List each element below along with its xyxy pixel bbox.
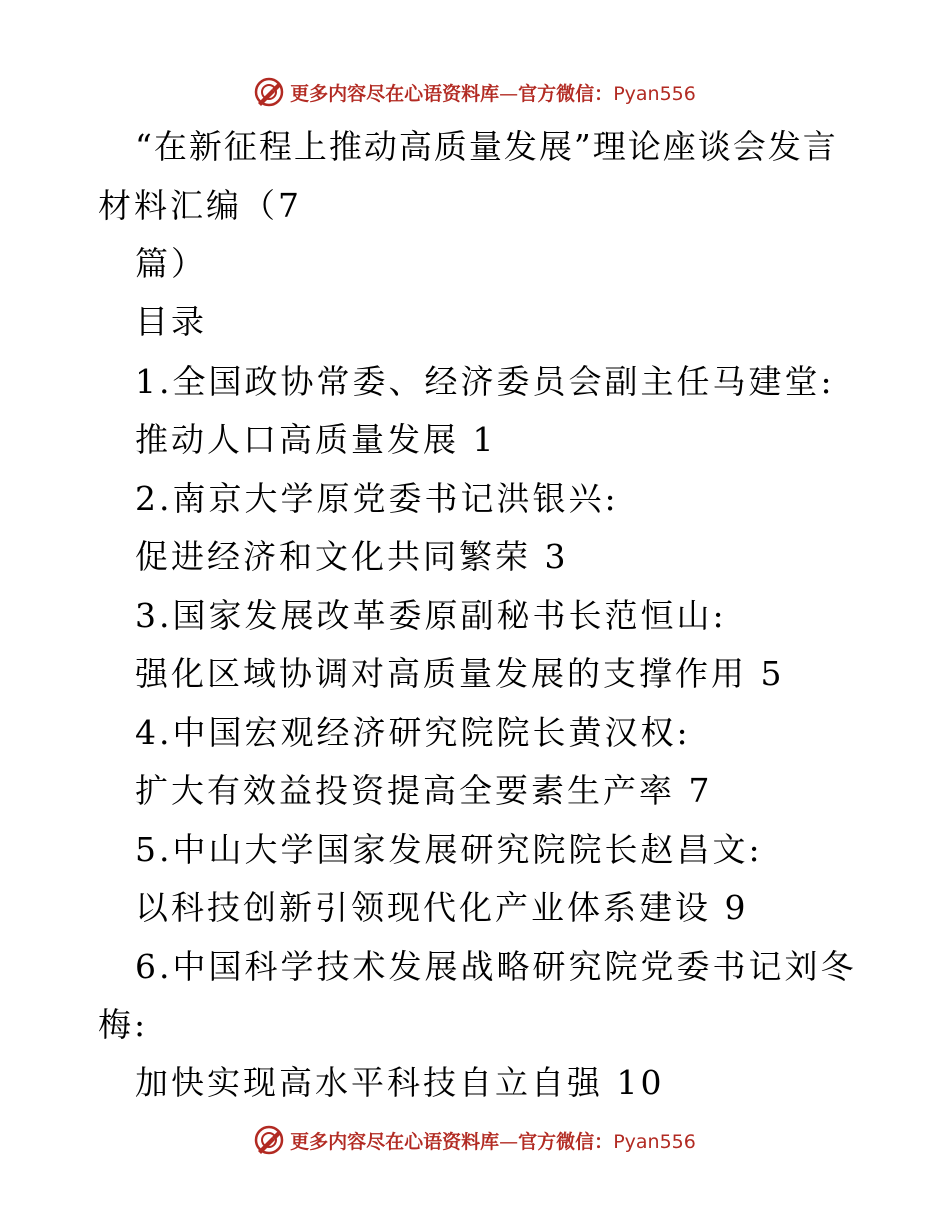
toc-item-6-speaker-cont: 梅: [98,1005,149,1044]
toc-item-2-title: 促进经济和文化共同繁荣 3 [135,537,569,576]
toc-item-1-title: 推动人口高质量发展 1 [135,420,497,459]
toc-item-6-speaker: 6.中国科学技术发展战略研究院党委书记刘冬 [135,947,857,986]
banner-site-name: 更多内容尽在心语资料库 [290,82,500,105]
toc-item-1-speaker: 1.全国政协常委、经济委员会副主任马建堂: [135,362,835,401]
toc-item-4-title: 扩大有效益投资提高全要素生产率 7 [135,771,713,810]
title-line-1: “在新征程上推动高质量发展”理论座谈会发言 [135,127,838,166]
banner-official-label: 官方微信： [518,1130,614,1153]
banner-official-label: 官方微信： [518,82,614,105]
toc-item-3-title: 强化区域协调对高质量发展的支撑作用 5 [135,654,785,693]
footer-watermark-banner [0,1120,950,1160]
banner-site-name: 更多内容尽在心语资料库 [290,1130,500,1153]
banner-separator: — [499,1130,519,1153]
toc-item-3-speaker: 3.国家发展改革委原副秘书长范恒山: [135,596,727,635]
toc-item-2-speaker: 2.南京大学原党委书记洪银兴: [135,479,619,518]
banner-text [290,79,696,106]
toc-item-4-speaker: 4.中国宏观经济研究院院长黄汉权: [135,713,691,752]
banner-separator: — [499,82,519,105]
banner-wechat-id: Pyan556 [613,1130,696,1153]
header-watermark-banner [0,72,950,112]
toc-item-5-title: 以科技创新引领现代化产业体系建设 9 [135,888,749,927]
toc-item-5-speaker: 5.中山大学国家发展研究院院长赵昌文: [135,830,763,869]
pen-logo-icon [254,77,284,107]
toc-item-6-title: 加快实现高水平科技自立自强 10 [135,1063,665,1102]
banner-wechat-id: Pyan556 [613,82,696,105]
banner-text [290,1127,696,1154]
title-line-2: 材料汇编（7 [98,186,302,225]
toc-heading: 目录 [135,302,207,341]
pen-logo-icon [254,1125,284,1155]
title-line-3: 篇） [135,244,207,283]
